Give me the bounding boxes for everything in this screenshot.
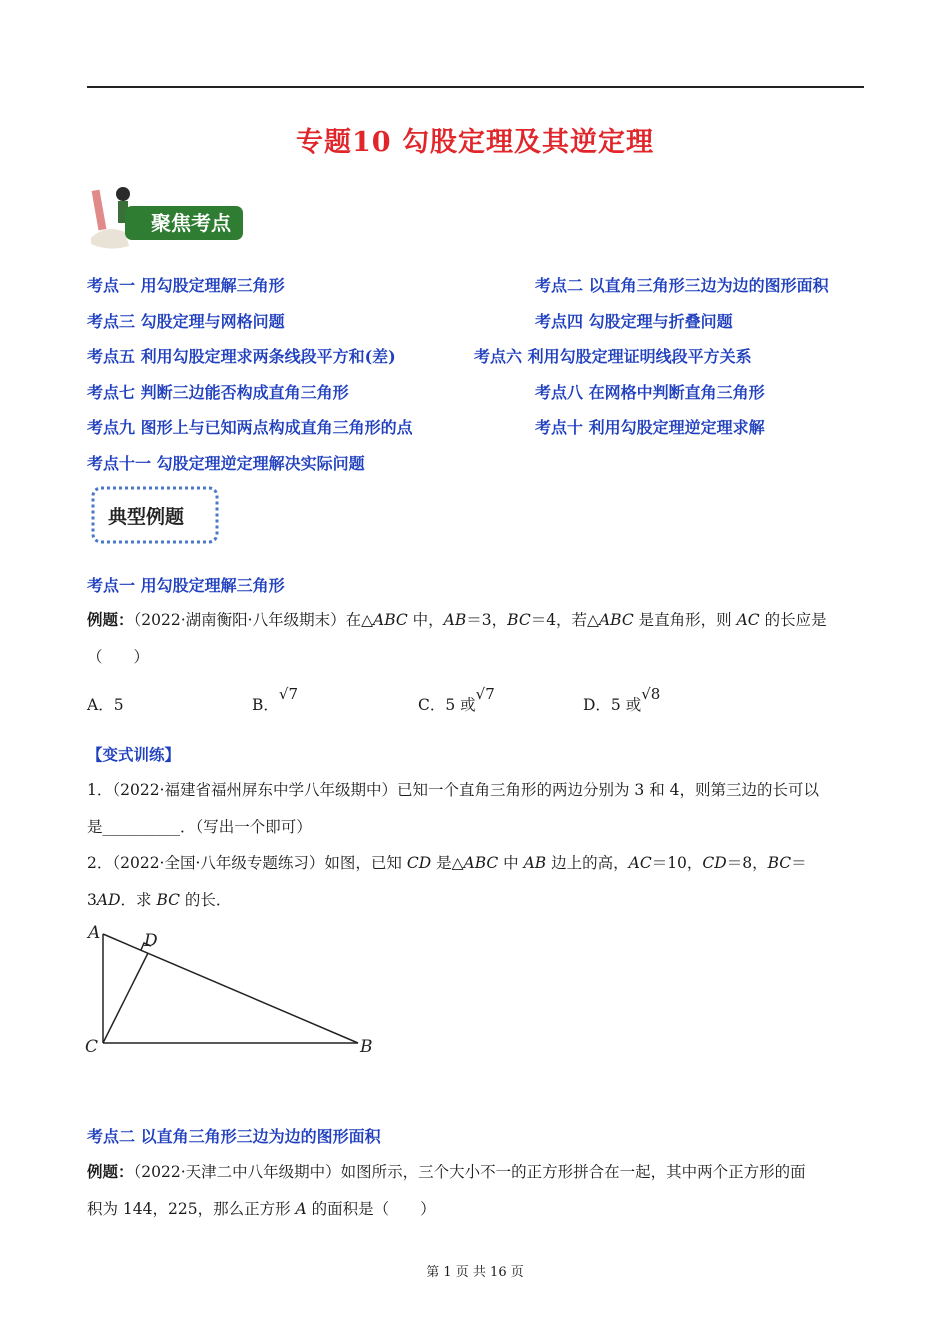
side-ab [103, 934, 358, 1043]
topic-11[interactable]: 考点十一 勾股定理逆定理解决实际问题 [87, 454, 365, 473]
q1-line2: 是__________．（写出一个即可） [87, 818, 312, 836]
label-d: D [144, 931, 158, 951]
variant-label: 【变式训练】 [87, 745, 181, 764]
topic-1[interactable]: 考点一 用勾股定理解三角形 [87, 276, 285, 295]
q2-line2: 3AD．求 BC 的长． [87, 891, 232, 909]
focus-badge [85, 180, 245, 252]
topic-6[interactable]: 考点六 利用勾股定理证明线段平方关系 [474, 347, 752, 366]
label-a: A [88, 923, 101, 943]
section2-heading: 考点二 以直角三角形三边为边的图形面积 [87, 1127, 381, 1146]
option-b[interactable]: B．√7 [252, 685, 298, 714]
example1-line1: 例题：（2022·湖南衡阳·八年级期末）在△ABC 中，AB＝3，BC＝4，若△ABC 是直角形，则 AC 的长应是 [87, 610, 827, 629]
page-footer: 第 1 页 共 16 页 [426, 1265, 524, 1280]
book-icon [91, 229, 129, 248]
sqrt8-icon: √8 [641, 685, 661, 703]
example-badge-label: 典型例题 [108, 506, 185, 528]
sqrt7-icon: √7 [278, 685, 298, 703]
altitude-cd [103, 953, 148, 1043]
topic-4[interactable]: 考点四 勾股定理与折叠问题 [535, 312, 733, 331]
focus-badge-label: 聚焦考点 [151, 211, 231, 235]
option-d[interactable]: D．5 或√8 [583, 685, 661, 714]
topic-2[interactable]: 考点二 以直角三角形三边为边的图形面积 [535, 276, 829, 295]
topic-8[interactable]: 考点八 在网格中判断直角三角形 [535, 383, 765, 402]
section1-heading: 考点一 用勾股定理解三角形 [87, 576, 285, 595]
triangle-figure [80, 918, 390, 1063]
example2-line2: 积为 144，225，那么正方形 A 的面积是（ ） [87, 1200, 436, 1218]
topic-3[interactable]: 考点三 勾股定理与网格问题 [87, 312, 285, 331]
topic-10[interactable]: 考点十 利用勾股定理逆定理求解 [535, 418, 765, 437]
example2-line1: 例题：（2022·天津二中八年级期中）如图所示，三个大小不一的正方形拼合在一起，其中两个正方形的面 [87, 1162, 806, 1181]
example1-paren: （ ） [87, 648, 150, 666]
topic-5[interactable]: 考点五 利用勾股定理求两条线段平方和(差) [87, 347, 396, 366]
page-title: 专题10 勾股定理及其逆定理 [296, 127, 654, 158]
topic-7[interactable]: 考点七 判断三边能否构成直角三角形 [87, 383, 349, 402]
q2-line1: 2．（2022·全国·八年级专题练习）如图，已知 CD 是△ABC 中 AB 边上的高，AC＝10，CD＝8，BC＝ [87, 854, 807, 872]
sqrt7-icon: √7 [475, 685, 495, 703]
avatar-icon [116, 187, 130, 201]
example-badge [90, 485, 220, 545]
option-c[interactable]: C．5 或√7 [418, 685, 495, 714]
option-a[interactable]: A．5 [87, 696, 124, 714]
header-rule [87, 86, 864, 88]
topic-9[interactable]: 考点九 图形上与已知两点构成直角三角形的点 [87, 418, 413, 437]
q1-line1: 1．（2022·福建省福州屏东中学八年级期中）已知一个直角三角形的两边分别为 3 和 4，则第三边的长可以 [87, 781, 819, 799]
label-b: B [360, 1037, 373, 1057]
label-c: C [85, 1037, 99, 1057]
pencil-icon [92, 190, 107, 231]
